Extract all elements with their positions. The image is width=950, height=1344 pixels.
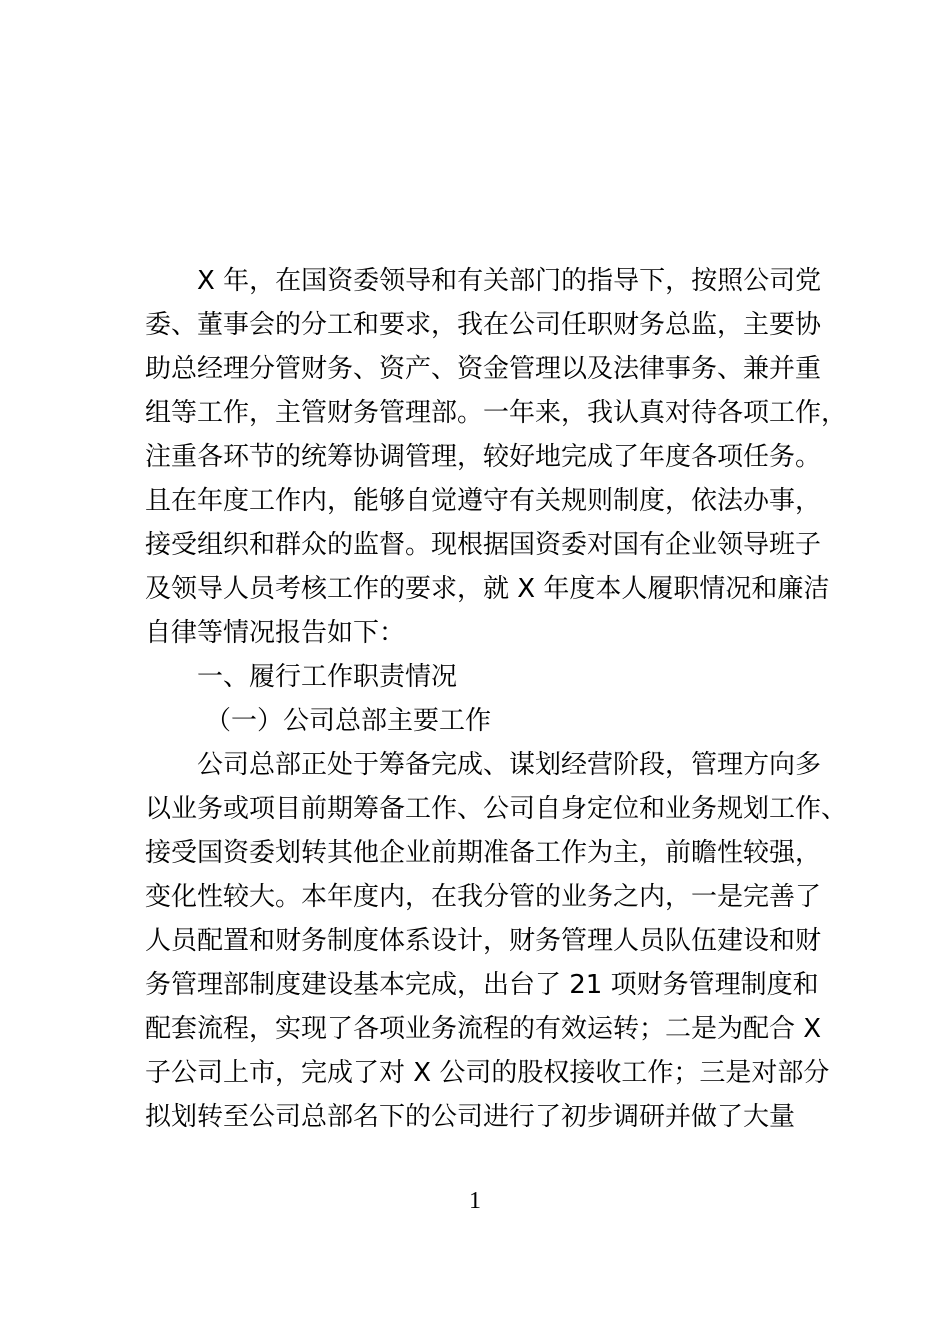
document-body bbox=[145, 259, 848, 1139]
paragraph-line: 配套流程，实现了各项业务流程的有效运转；二是为配合 X bbox=[145, 1014, 822, 1044]
paragraph-line: 以业务或项目前期筹备工作、公司自身定位和业务规划工作、 bbox=[145, 794, 848, 824]
paragraph-line: X 年，在国资委领导和有关部门的指导下，按照公司党 bbox=[197, 266, 822, 296]
paragraph-line: 且在年度工作内，能够自觉遵守有关规则制度，依法办事， bbox=[145, 486, 822, 516]
paragraph-line: 助总经理分管财务、资产、资金管理以及法律事务、兼并重 bbox=[145, 354, 822, 384]
paragraph-line: 务管理部制度建设基本完成，出台了 21 项财务管理制度和 bbox=[145, 970, 819, 1000]
paragraph-line: 变化性较大。本年度内，在我分管的业务之内，一是完善了 bbox=[145, 882, 822, 912]
paragraph-line: 公司总部正处于筹备完成、谋划经营阶段，管理方向多 bbox=[197, 750, 822, 780]
paragraph-line: 及领导人员考核工作的要求，就 X 年度本人履职情况和廉洁 bbox=[145, 574, 830, 604]
paragraph-line: 自律等情况报告如下： bbox=[145, 618, 406, 648]
paragraph-line: 注重各环节的统筹协调管理，较好地完成了年度各项任务。 bbox=[145, 442, 822, 472]
paragraph-line: 子公司上市，完成了对 X 公司的股权接收工作；三是对部分 bbox=[145, 1058, 830, 1088]
paragraph-line: 人员配置和财务制度体系设计，财务管理人员队伍建设和财 bbox=[145, 926, 822, 956]
paragraph-line: 组等工作，主管财务管理部。一年来，我认真对待各项工作， bbox=[145, 398, 848, 428]
section-heading: 一、履行工作职责情况 bbox=[197, 662, 458, 692]
paragraph-line: 接受国资委划转其他企业前期准备工作为主，前瞻性较强， bbox=[145, 838, 822, 868]
paragraph-line: 接受组织和群众的监督。现根据国资委对国有企业领导班子 bbox=[145, 530, 822, 560]
subsection-heading: （一）公司总部主要工作 bbox=[205, 706, 492, 736]
paragraph-line: 委、董事会的分工和要求，我在公司任职财务总监，主要协 bbox=[145, 310, 822, 340]
page-number: 1 bbox=[469, 1188, 481, 1214]
paragraph-line: 拟划转至公司总部名下的公司进行了初步调研并做了大量 bbox=[145, 1102, 796, 1132]
